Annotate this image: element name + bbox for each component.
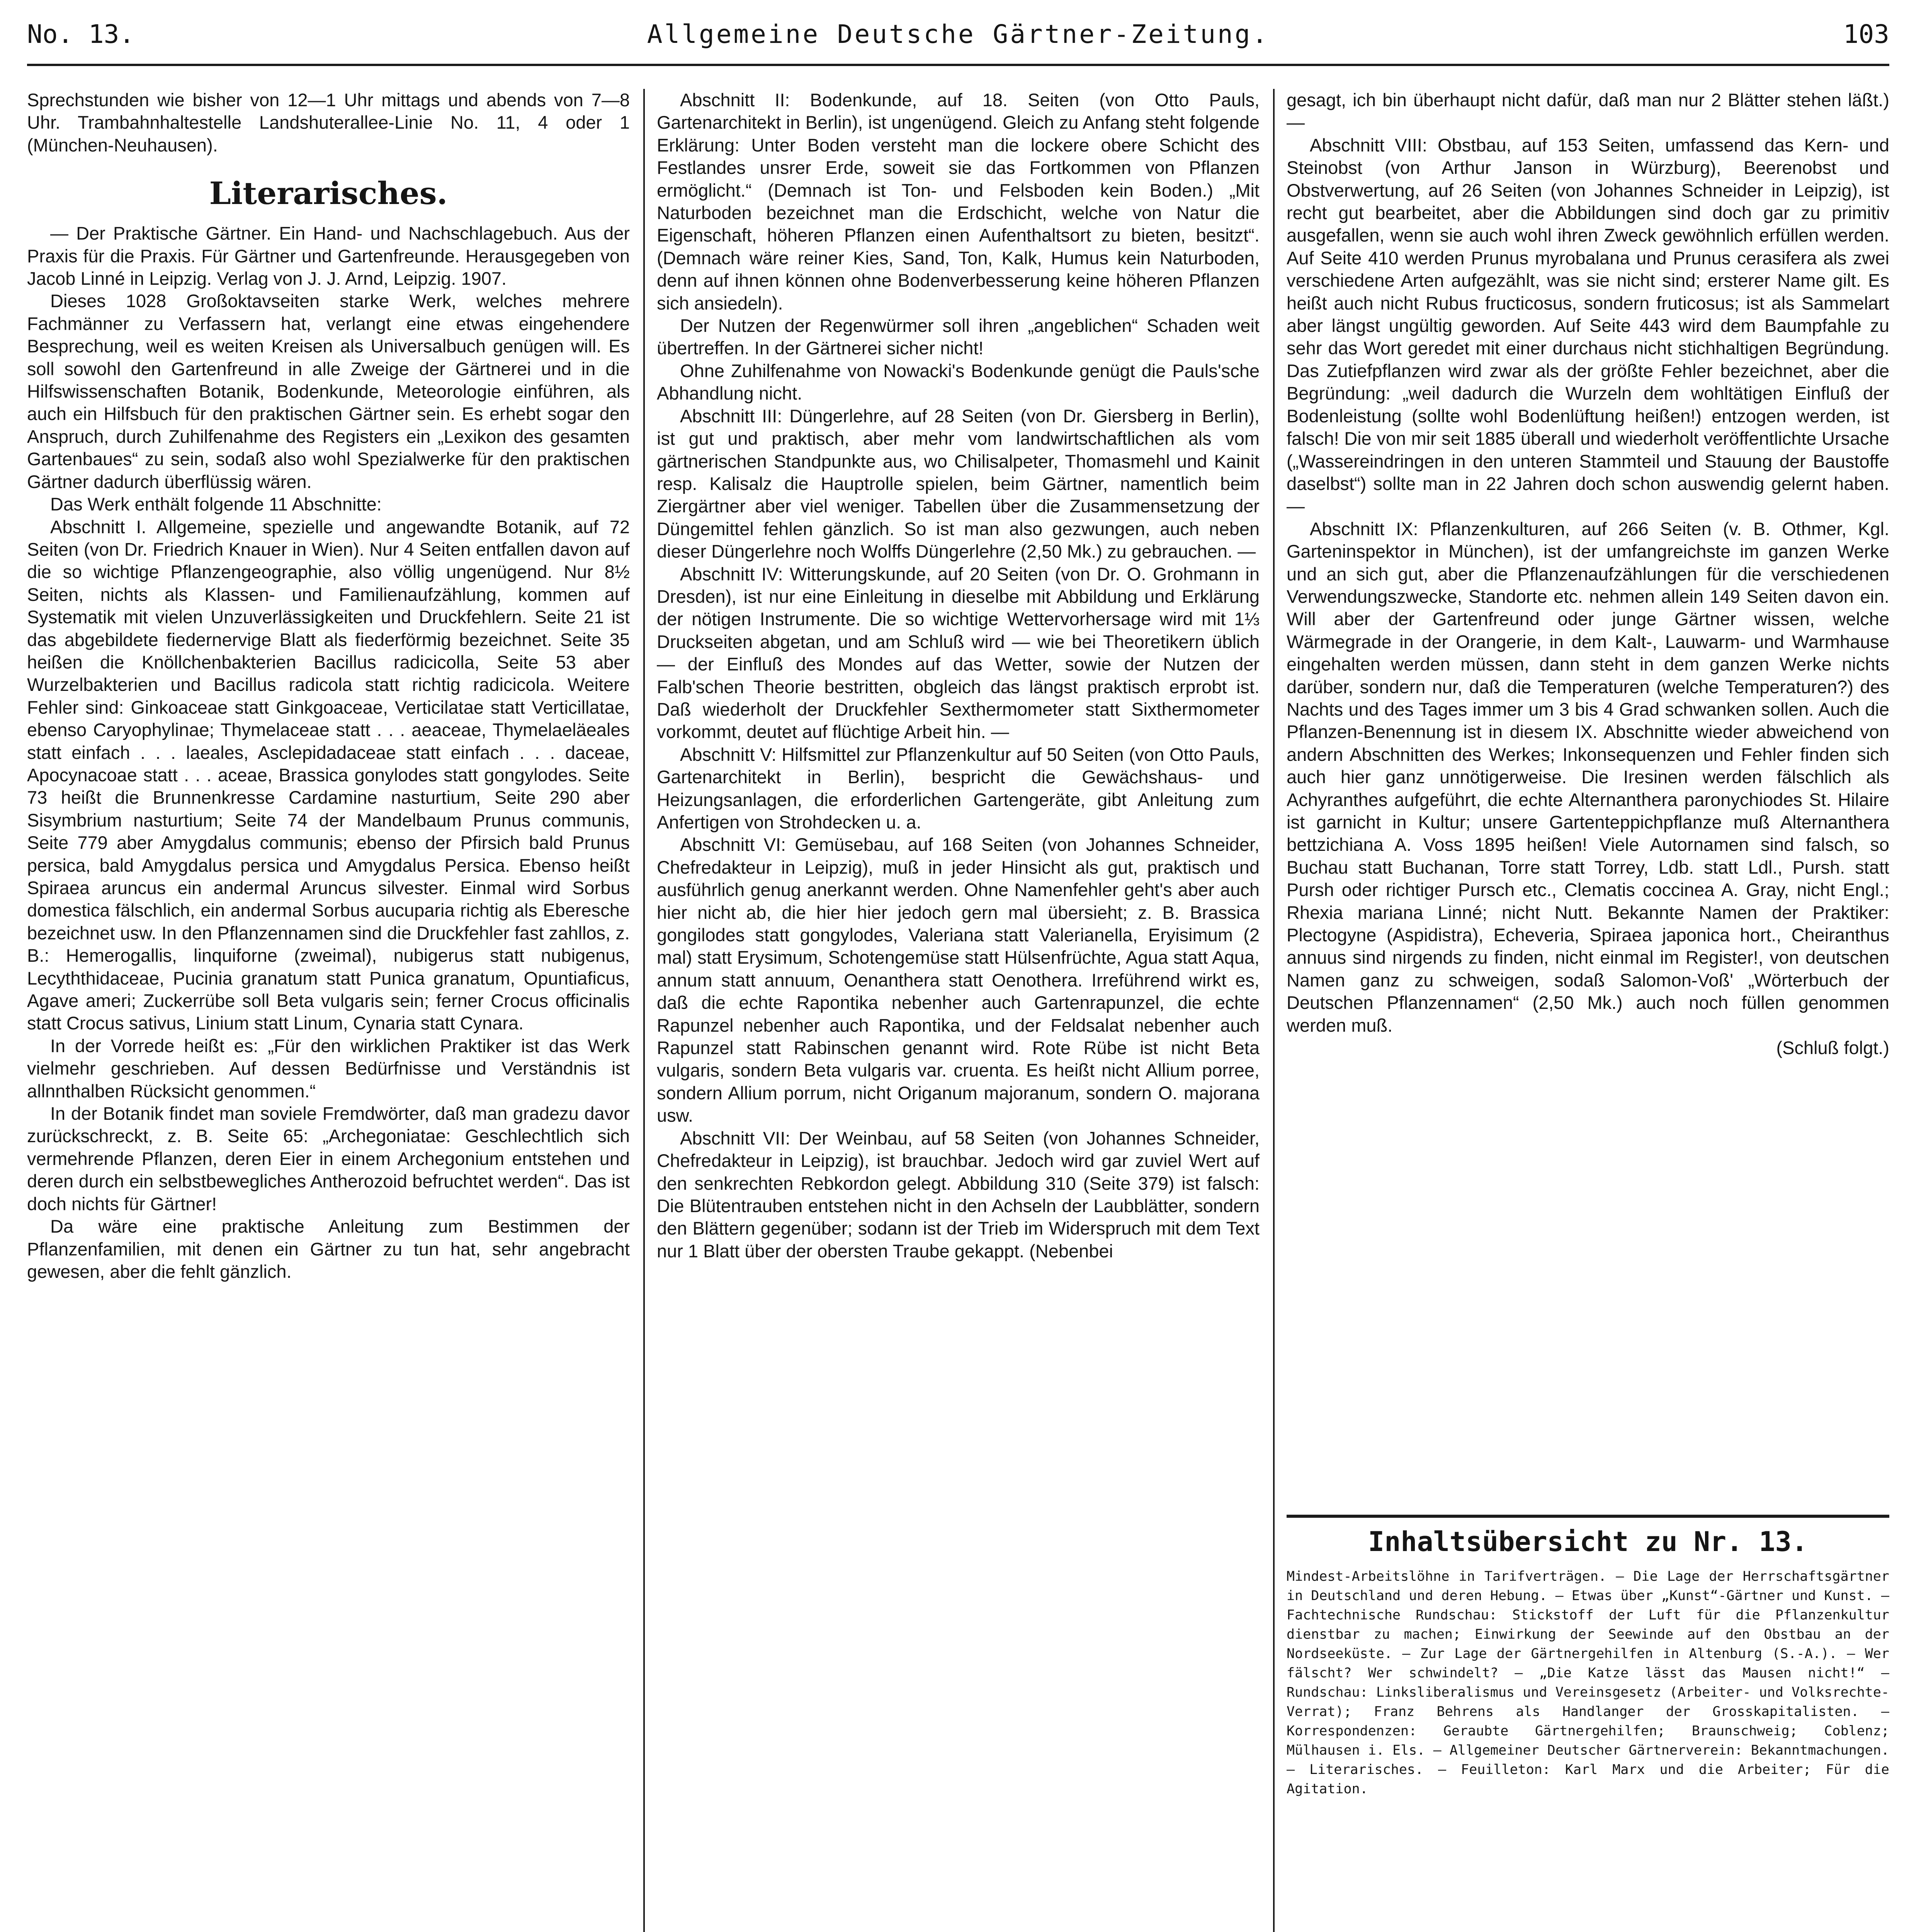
paragraph: Abschnitt IV: Witterungskunde, auf 20 Seiten (von Dr. O. Grohmann in Dresden), ist nur eine Einleitung in dieselbe mit Abbildung und Erklärung der nötigen Instrumente. Die so wichtige Wettervorhersage wird mit 1⅓ Druckseiten abgetan, und am Schluß wird — wie bei Theoretikern üblich — der Einfluß des Mondes auf das Wetter, sowie der Nutzen der Falb'schen Theorie bestritten, obgleich das längst praktisch erprobt ist. Daß wiederholt der Druckfehler Sexthermometer statt Sixthermometer vorkommt, deutet auf flüchtige Arbeit hin. — [657,563,1260,742]
paragraph: Abschnitt V: Hilfsmittel zur Pflanzenkultur auf 50 Seiten (von Otto Pauls, Gartenarchitekt in Berlin), bespricht die Gewächshaus- und Heizungsanlagen, die erforderlichen Gartengeräte, gibt Anleitung zum Anfertigen von Strohdecken u. a. [657,744,1260,832]
paragraph: Abschnitt I. Allgemeine, spezielle und angewandte Botanik, auf 72 Seiten (von Dr. Friedrich Knauer in Wien). Nur 4 Seiten entfallen davon auf die so wichtige Pflanzengeographie, also völlig ungenügend. Nur 8½ Seiten, nichts als Klassen- und Familienaufzählung, kommen auf Systematik mit vielen Unzuverlässigkeiten und Druckfehlern. Seite 21 ist das abgebildete fiedernervige Blatt als fiederförmig bezeichnet. Seite 35 heißen die Knöllchenbakterien Bacillus radicicolla, Seite 53 aber Wurzelbakterien und Bacillus radicola statt richtig radicicola. Weitere Fehler sind: Ginkoaceae statt Ginkgoaceae, Verticilatae statt Verticillatae, ebenso Caryophylinae; Thymelaceae statt . . . aeaceae, Thymelaeläeales statt einfach . . . laeales, Asclepidadaceae statt einfach . . . daceae, Apocynacoae statt . . . aceae, Brassica gonylodes statt gongylodes. Seite 73 heißt die Brunnenkresse Cardamine nasturtium, Seite 290 aber Sisymbrium nasturtium; Seite 74 der Mandelbaum Prunus communis, Seite 779 aber Amygdalus communis; ebenso der Pfirsich bald Prunus persica, bald Amygdalus persica und Amygdalus Persica. Ebenso heißt Spiraea aruncus ein andermal Aruncus silvester. Einmal wird Sorbus domestica fälschlich, ein andermal Sorbus aucuparia richtig als Eberesche bezeichnet usw. In den Pflanzennamen sind die Druckfehler fast zahllos, z. B.: Hemerogallis, linquiforne (zweimal), nubigerus statt nubigenus, Lecyththidaceae, Pucinia granatum statt Punica granatum, Opuntiaficus, Agave ameri; Zuckerrübe soll Beta vulgaris sein; ferner Crocus officinalis statt Crocus sativus, Linium statt Linum, Cynaria statt Cynara. [27,516,630,1034]
page-header [27,15,1889,58]
paragraph: In der Vorrede heißt es: „Für den wirklichen Praktiker ist das Werk vielmehr geschrieben. Auf dessen Bedürfnisse und Verständnis ist allnnthalben Rücksicht genommen.“ [27,1035,630,1101]
paragraph: — Der Praktische Gärtner. Ein Hand- und Nachschlagebuch. Aus der Praxis für die Praxis. Für Gärtner und Gartenfreunde. Herausgegeben von Jacob Linné in Leipzig. Verlag von J. J. Arnd, Leipzig. 1907. [27,223,630,289]
continuation-note: (Schluß folgt.) [1776,1037,1889,1058]
index-rule-top [1287,1515,1889,1518]
paragraph: Abschnitt III: Düngerlehre, auf 28 Seiten (von Dr. Giersberg in Berlin), ist gut und praktisch, aber mehr vom landwirtschaftlichen als vom gärtnerischen Standpunkte aus, wo Chilisalpeter, Thomasmehl und Kainit resp. Kalisalz die Hauptrolle spielen, beim Gärtner, namentlich beim Ziergärtner aber viel weniger. Tabellen über die Zusammensetzung der Düngemittel fehlen gänzlich. So ist man also gezwungen, auch neben dieser Düngerlehre noch Wolffs Düngerlehre (2,50 Mk.) zu gebrauchen. — [657,405,1260,562]
paragraph: gesagt, ich bin überhaupt nicht dafür, daß man nur 2 Blätter stehen läßt.) — [1287,90,1889,133]
page-number: 103 [1843,19,1889,49]
paragraph: Abschnitt VIII: Obstbau, auf 153 Seiten, umfassend das Kern- und Steinobst (von Arthur Janson in Würzburg), Beerenobst und Obstverwertung, auf 26 Seiten (von Johannes Schneider in Leipzig), ist recht gut bearbeitet, aber die Abbildungen sind doch gar zu primitiv ausgefallen, wenn sie auch wohl ihren Zweck gewöhnlich erfüllen werden. Auf Seite 410 werden Prunus myrobalana und Prunus cerasifera als zwei verschiedene Arten aufgezählt, was sie nicht sind; ersterer Name gilt. Es heißt auch nicht Rubus fructicosus, sondern fruticosus; ist als Sammelart aber längst ungültig geworden. Auf Seite 443 wird dem Baumpfahle zu sehr das Wort geredet mit einer durchaus nicht stichhaltigen Begründung. Das Zutiefpflanzen wird zwar als der größte Fehler bezeichnet, aber die Begründung: „weil dadurch die Wurzeln dem wohltätigen Einfluß der Bodenleistung (sollte wohl Bodenlüftung heißen!) entzogen werden, ist falsch! Die von mir seit 1885 überall und wiederholt veröffentlichte Ursache („Wassereindringen in den unteren Stammteil und Stauung der Baustoffe daselbst“) sollte man in 22 Jahren doch schon auswendig gelernt haben. — [1287,134,1889,517]
paragraph: Da wäre eine praktische Anleitung zum Bestimmen der Pflanzenfamilien, mit denen ein Gärtner zu tun hat, sehr angebracht gewesen, aber die fehlt gänzlich. [27,1216,630,1282]
paragraph: Dieses 1028 Großoktavseiten starke Werk, welches mehrere Fachmänner zu Verfassern hat, verlangt eine etwas eingehendere Besprechung, weil es weiten Kreisen als Universalbuch genügen will. Es soll sowohl den Gartenfreund in alle Zweige der Gärtnerei und in die Hilfswissenschaften Botanik, Bodenkunde, Meteorologie einführen, als auch ein Hilfsbuch für den praktischen Gärtner sein. Es erhebt sogar den Anspruch, durch Zuhilfenahme des Registers ein „Lexikon des gesamten Gartenbaues“ zu sein, sodaß also wohl Spezialwerke für den praktischen Gärtner dadurch überflüssig wären. [27,291,630,492]
toc-title: Inhaltsübersicht zu Nr. 13. [1368,1526,1808,1558]
paragraph: Ohne Zuhilfenahme von Nowacki's Bodenkunde genügt die Pauls'sche Abhandlung nicht. [657,360,1260,404]
column-3 [1287,89,1889,1499]
column-rule [643,89,645,1932]
paragraph: Abschnitt II: Bodenkunde, auf 18. Seiten (von Otto Pauls, Gartenarchitekt in Berlin), ist ungenügend. Gleich zu Anfang steht folgende Erklärung: Unter Boden versteht man die lockere obere Schicht des Festlandes unsrer Erde, soweit sie das Fortkommen von Pflanzen ermöglicht.“ (Demnach ist Ton- und Felsboden kein Boden.) „Mit Naturboden bezeichnet man die Erdschicht, welche von Natur die Eigenschaft, höheren Pflanzen einen Aufenthaltsort zu bieten, besitzt“. (Demnach wäre reiner Kies, Sand, Ton, Kalk, Humus kein Naturboden, denn auf ihnen können ohne Bodenverbesserung keine höheren Pflanzen sich ansiedeln). [657,90,1260,313]
paragraph: Abschnitt VI: Gemüsebau, auf 168 Seiten (von Johannes Schneider, Chefredakteur in Leipzig), muß in jeder Hinsicht als gut, praktisch und ausführlich genug anerkannt werden. Ohne Namenfehler geht's aber auch hier nicht ab, die hier hier jedoch gern mal übersieht; z. B. Brassica gongilodes statt gongylodes, Valeriana statt Valerianella, Eryisimum (2 mal) statt Erysimum, Schotengemüse statt Hülsenfrüchte, Agua statt Aqua, annum statt annuum, Oenanthera statt Oenothera. Irreführend wirkt es, daß die echte Rapontika nebenher auch Gartenrapunzel, die echte Rapunzel nebenher auch Rapontika, und der Feldsalat nebenher auch Rapunzel statt Rabinschen genannt wird. Rote Rübe ist nicht Beta vulgaris, sondern Beta vulgaris var. cruenta. Es heißt nicht Allium porree, sondern Allium porrum, nicht Origanum majoranum, sondern O. majorana usw. [657,834,1260,1126]
section-heading: Literarisches. [209,175,448,212]
paragraph: In der Botanik findet man soviele Fremdwörter, daß man gradezu davor zurückschreckt, z. B. Seite 65: „Archegoniatae: Geschlechtlich sich vermehrende Pflanzen, deren Eier in einem Archegonium entstehen und deren durch ein selbstbewegliches Antherozoid befruchtet werden“. Das ist doch nichts für Gärtner! [27,1103,630,1214]
newspaper-title: Allgemeine Deutsche Gärtner-Zeitung. [647,19,1270,49]
table-of-contents [1287,1520,1889,1932]
paragraph: Abschnitt IX: Pflanzenkulturen, auf 266 Seiten (v. B. Othmer, Kgl. Garteninspektor in München), ist der umfangreichste im ganzen Werke und an sich gut, aber die Pflanzenaufzählungen für die verschiedenen Verwendungszwecke, Standorte etc. nehmen allein 149 Seiten davon ein. Will aber der Gartenfreund oder junge Gärtner wissen, welche Wärmegrade in der Orangerie, in dem Kalt-, Lauwarm- und Warmhause eingehalten werden müssen, dann steht in dem ganzen Werke nichts darüber, sondern nur, daß die Temperaturen (welche Temperaturen?) des Nachts und des Tages immer um 3 bis 4 Grad schwanken sollen. Auch die Pflanzen-Benennung ist in diesem IX. Abschnitte wieder abweichend von andern Abschnitten des Werkes; Inkonsequenzen und Fehler finden sich auch hier ganz unnötigerweise. Die Iresinen werden fälschlich als Achyranthes aufgeführt, die echte Alternanthera paronychiodes St. Hilaire ist garnicht in Kultur; unsere Gartenteppichpflanze muß Alternanthera bettzichiana A. Voss 1895 heißen! Viele Autornamen sind falsch, so Buchau statt Buchanan, Torre statt Torrey, Ldb. statt Ldl., Pursh. statt Pursh oder richtiger Pursch etc., Clematis coccinea A. Gray, nicht Engl.; Rhexia mariana Linné; nicht Nutt. Bekannte Namen der Praktiker: Plectogyne (Aspidistra), Echeveria, Spiraea japonica hort., Cheiranthus annuus sind nirgends zu finden, nicht einmal im Register!, von deutschen Namen ganz zu schweigen, sodaß Salomon-Voß' „Wörterbuch der Deutschen Pflanzennamen“ (2,50 Mk.) auch noch füllen genommen werden muß. [1287,518,1889,1036]
paragraph: Der Nutzen der Regenwürmer soll ihren „angeblichen“ Schaden weit übertreffen. In der Gärtnerei sicher nicht! [657,315,1260,359]
column-1 [27,89,630,1932]
column-rule [1273,89,1275,1932]
column-2 [657,89,1260,1932]
paragraph: Sprechstunden wie bisher von 12—1 Uhr mittags und abends von 7—8 Uhr. Trambahnhaltestelle Landshuterallee-Linie No. 11, 4 oder 1 (München-Neuhausen). [27,90,630,155]
paragraph: Abschnitt VII: Der Weinbau, auf 58 Seiten (von Johannes Schneider, Chefredakteur in Leipzig), ist brauchbar. Jedoch wird gar zuviel Wert auf den senkrechten Rebkordon gelegt. Abbildung 310 (Seite 379) ist falsch: Die Blütentrauben entstehen nicht in den Achseln der Laubblätter, sondern den Blättern gegenüber; sodann ist der Trieb im Widerspruch mit dem Text nur 1 Blatt über der obersten Traube gekappt. (Nebenbei [657,1128,1260,1261]
header-rule [27,64,1889,66]
paragraph: Das Werk enthält folgende 11 Abschnitte: [50,494,382,515]
toc-text: Mindest-Arbeitslöhne in Tarifverträgen. — Die Lage der Herrschaftsgärtner in Deutschland und deren Hebung. — Etwas über „Kunst“-Gärtner und Kunst. — Fachtechnische Rundschau: Stickstoff der Luft für die Pflanzenkultur dienstbar zu machen; Einwirkung der Seewinde auf den Obstbau an der Nordseeküste. — Zur Lage der Gärtnergehilfen in Altenburg (S.-A.). — Wer fälscht? Wer schwindelt? — „Die Katze lässt das Mausen nicht!“ — Rundschau: Linksliberalismus und Vereinsgesetz (Arbeiter- und Volksrechte-Verrat); Franz Behrens als Handlanger der Grosskapitalisten. — Korrespondenzen: Geraubte Gärtnergehilfen; Braunschweig; Coblenz; Mülhausen i. Els. — Allgemeiner Deutscher Gärtnerverein: Bekanntmachungen. — Literarisches. — Feuilleton: Karl Marx und die Arbeiter; Für die Agitation. [1287,1569,1889,1797]
issue-number: No. 13. [27,19,135,49]
